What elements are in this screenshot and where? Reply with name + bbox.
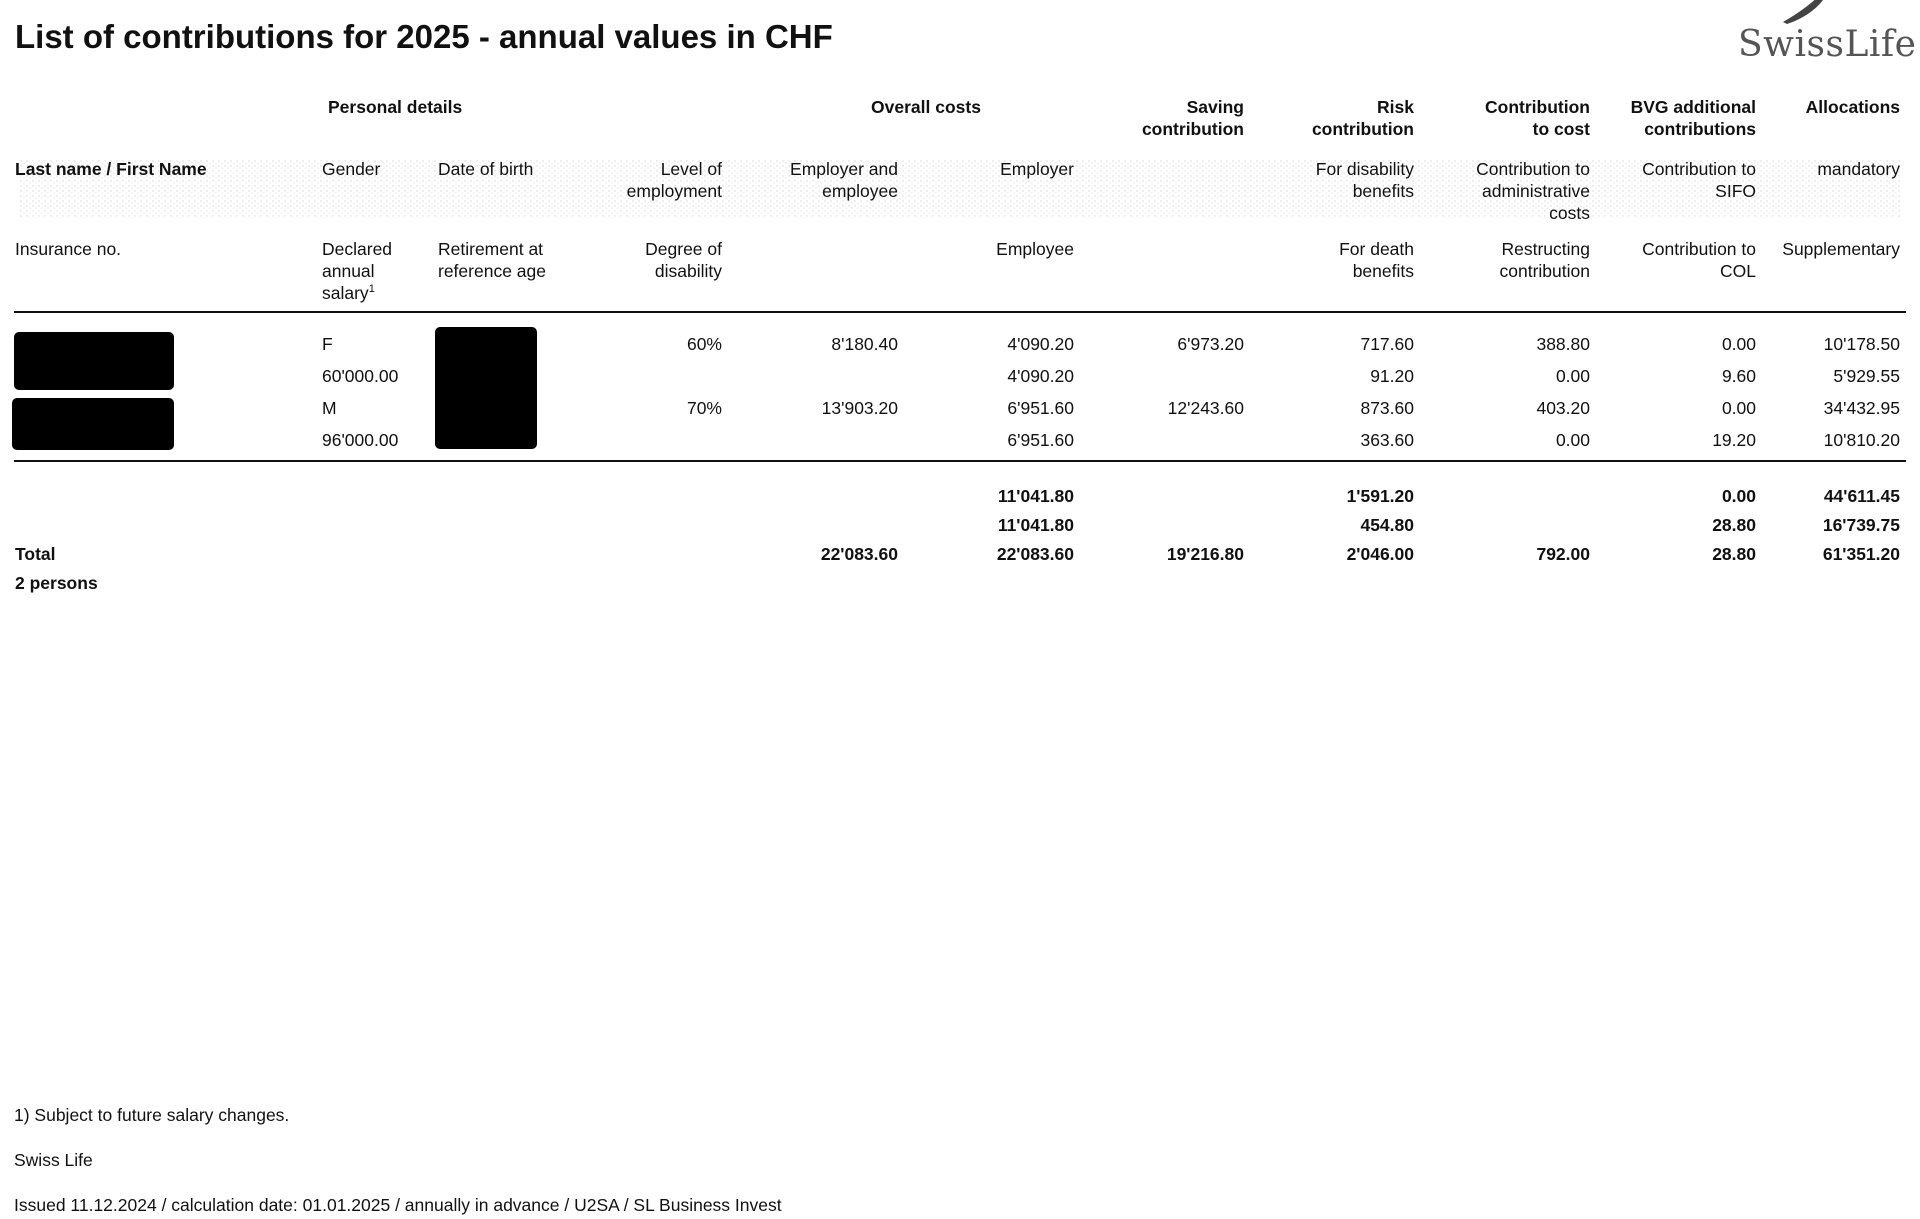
column-header-employer: Employer [1000, 159, 1074, 179]
cell-mandatory: 10'178.50 [1823, 334, 1900, 354]
cell-admin-costs: 388.80 [1536, 334, 1590, 354]
total-employer: 11'041.80 [997, 486, 1074, 506]
column-header-degree-of-disability: Degree of disability [645, 239, 722, 281]
cell-restructing: 0.00 [1555, 430, 1590, 450]
footnote: 1) Subject to future salary changes. [14, 1105, 290, 1125]
column-header-last-first-name: Last name / First Name [15, 159, 207, 179]
cell-col: 9.60 [1721, 366, 1756, 386]
total-employee: 11'041.80 [997, 515, 1074, 535]
cell-gender: F [322, 334, 333, 354]
total-employer-and-employee: 22'083.60 [820, 544, 898, 564]
redacted-birthdate-block [435, 327, 537, 449]
column-header-insurance-no: Insurance no. [15, 239, 122, 259]
total-bvg: 28.80 [1712, 544, 1756, 564]
column-header-employee: Employee [996, 239, 1074, 259]
cell-sifo: 0.00 [1721, 398, 1756, 418]
cell-employer: 6'951.60 [1007, 398, 1074, 418]
cell-employer-and-employee: 8'180.40 [831, 334, 898, 354]
cell-disability: 717.60 [1360, 334, 1414, 354]
cell-level-of-employment: 60% [686, 334, 722, 354]
column-header-contribution-col: Contribution to COL [1642, 239, 1756, 281]
total-risk: 2'046.00 [1346, 544, 1414, 564]
cell-admin-costs: 403.20 [1536, 398, 1590, 418]
cell-col: 19.20 [1712, 430, 1756, 450]
column-header-supplementary: Supplementary [1782, 239, 1900, 259]
column-header-mandatory: mandatory [1817, 159, 1900, 179]
column-header-contribution-admin-costs: Contribution to administrative costs [1476, 159, 1590, 223]
redacted-name-block [12, 398, 174, 450]
swisslife-logo-mark [1775, 0, 1835, 24]
column-header-retirement-at-reference-age: Retirement at reference age [438, 239, 546, 281]
cell-saving: 6'973.20 [1177, 334, 1244, 354]
cell-employee: 4'090.20 [1007, 366, 1074, 386]
cell-employer-and-employee: 13'903.20 [821, 398, 898, 418]
cell-restructing: 0.00 [1555, 366, 1590, 386]
total-col: 28.80 [1712, 515, 1756, 535]
total-disability: 1'591.20 [1346, 486, 1414, 506]
page-title: List of contributions for 2025 - annual values in CHF [15, 18, 833, 55]
cell-sifo: 0.00 [1721, 334, 1756, 354]
group-header-bvg-additional: BVG additional contributions [1630, 97, 1756, 139]
totals-rule [14, 460, 1906, 462]
swisslife-logo: SwissLife [1738, 24, 1917, 65]
cell-employer: 4'090.20 [1007, 334, 1074, 354]
total-sifo: 0.00 [1721, 486, 1756, 506]
cell-death: 91.20 [1370, 366, 1414, 386]
group-header-personal-details: Personal details [328, 97, 463, 117]
group-header-risk-contribution: Risk contribution [1311, 97, 1414, 139]
column-header-level-of-employment: Level of employment [626, 159, 722, 201]
footnote-marker: 1 [368, 283, 375, 296]
column-header-for-disability-benefits: For disability benefits [1315, 159, 1414, 201]
persons-count: 2 persons [15, 573, 98, 593]
cell-salary: 96'000.00 [322, 430, 399, 450]
column-header-for-death-benefits: For death benefits [1339, 239, 1414, 281]
cell-gender: M [322, 398, 337, 418]
group-header-overall-costs: Overall costs [871, 97, 981, 117]
cell-saving: 12'243.60 [1167, 398, 1244, 418]
group-header-contribution-to-cost: Contribution to cost [1485, 97, 1590, 139]
cell-level-of-employment: 70% [686, 398, 722, 418]
footer-company: Swiss Life [14, 1150, 93, 1170]
column-header-employer-and-employee: Employer and employee [790, 159, 898, 201]
cell-death: 363.60 [1360, 430, 1414, 450]
cell-supplementary: 5'929.55 [1833, 366, 1900, 386]
total-label: Total [15, 544, 56, 564]
total-contribution-to-cost: 792.00 [1536, 544, 1590, 564]
total-supplementary: 16'739.75 [1822, 515, 1900, 535]
total-death: 454.80 [1360, 515, 1414, 535]
column-header-restructing-contribution: Restructing contribution [1499, 239, 1590, 281]
cell-salary: 60'000.00 [322, 366, 399, 386]
header-rule [14, 311, 1906, 313]
column-header-gender: Gender [322, 159, 381, 179]
cell-disability: 873.60 [1360, 398, 1414, 418]
column-header-declared-annual-salary: Declared annual salary$^1$ [322, 239, 393, 303]
cell-mandatory: 34'432.95 [1823, 398, 1900, 418]
column-header-date-of-birth: Date of birth [438, 159, 534, 179]
cell-supplementary: 10'810.20 [1823, 430, 1900, 450]
footer-issued: Issued 11.12.2024 / calculation date: 01.01.2025 / annually in advance / U2SA / SL Business Invest [14, 1195, 782, 1215]
redacted-name-block [14, 332, 174, 390]
total-mandatory: 44'611.45 [1823, 486, 1900, 506]
cell-employee: 6'951.60 [1007, 430, 1074, 450]
total-allocations: 61'351.20 [1822, 544, 1900, 564]
group-header-allocations: Allocations [1805, 97, 1900, 117]
total-overall: 22'083.60 [996, 544, 1074, 564]
total-saving: 19'216.80 [1166, 544, 1244, 564]
column-header-contribution-sifo: Contribution to SIFO [1642, 159, 1756, 201]
group-header-saving-contribution: Saving contribution [1141, 97, 1244, 139]
